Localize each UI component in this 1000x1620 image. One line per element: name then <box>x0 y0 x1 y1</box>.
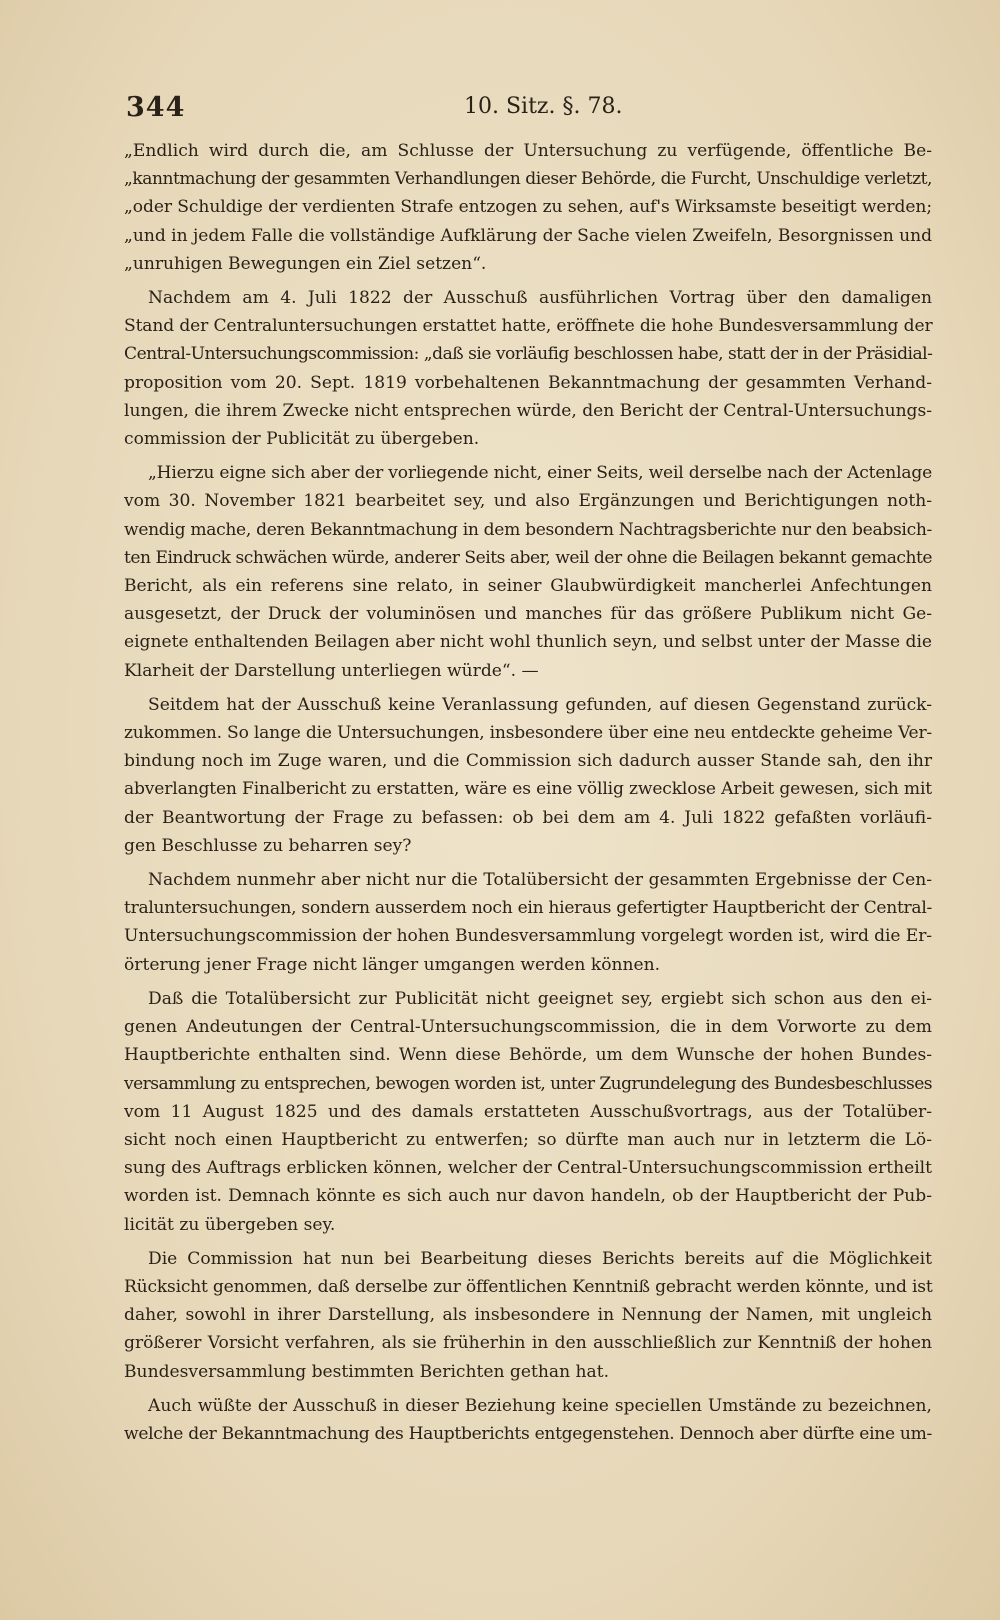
text-line: der Beantwortung der Frage zu befassen: ob bei dem am 4. Juli 1822 gefaßten vorläufi- <box>124 807 932 828</box>
text-line: vom 11 August 1825 und des damals erstatteten Ausschußvortrags, aus der Totalüber- <box>124 1101 932 1122</box>
text-line: bindung noch im Zuge waren, und die Commission sich dadurch ausser Stande sah, den ihr <box>124 751 932 772</box>
paragraph <box>124 691 932 860</box>
text-line: zukommen. So lange die Untersuchungen, insbesondere über eine neu entdeckte geheime Ver- <box>124 723 932 744</box>
text-line: Bericht, als ein referens sine relato, in seiner Glaubwürdigkeit mancherlei Anfechtungen <box>124 576 932 597</box>
text-line: daher, sowohl in ihrer Darstellung, als insbesondere in Nennung der Namen, mit ungleich <box>124 1305 932 1326</box>
text-line: commission der Publicität zu übergeben. <box>124 429 480 450</box>
running-head: 10. Sitz. §. 78. <box>464 94 623 119</box>
text-line: „kanntmachung der gesammten Verhandlungen dieser Behörde, die Furcht, Unschuldige verletzt, <box>124 169 932 190</box>
text-line: Nachdem am 4. Juli 1822 der Ausschuß ausführlichen Vortrag über den damaligen <box>148 288 932 309</box>
page-header <box>126 92 900 132</box>
text-line: licität zu übergeben sey. <box>124 1214 336 1235</box>
text-line: Auch wüßte der Ausschuß in dieser Beziehung keine speciellen Umstände zu bezeichnen, <box>148 1395 932 1416</box>
text-line: eignete enthaltenden Beilagen aber nicht wohl thunlich seyn, und selbst unter der Masse die <box>124 632 932 653</box>
text-line: Nachdem nunmehr aber nicht nur die Totalübersicht der gesammten Ergebnisse der Cen- <box>148 870 932 891</box>
text-line: Seitdem hat der Ausschuß keine Veranlassung gefunden, auf diesen Gegenstand zurück- <box>148 694 932 715</box>
text-line: Klarheit der Darstellung unterliegen würde“. — <box>124 660 539 681</box>
text-line: ten Eindruck schwächen würde, anderer Seits aber, weil der ohne die Beilagen bekannt gemachte <box>124 547 932 568</box>
text-line: Rücksicht genommen, daß derselbe zur öffentlichen Kenntniß gebracht werden könnte, und ist <box>124 1276 933 1297</box>
body-text <box>124 137 932 1454</box>
text-line: gen Beschlusse zu beharren sey? <box>124 835 412 856</box>
text-line: örterung jener Frage nicht länger umgangen werden können. <box>124 954 661 975</box>
text-line: ausgesetzt, der Druck der voluminösen und manches für das größere Publikum nicht Ge- <box>124 604 932 625</box>
text-line: „oder Schuldige der verdienten Strafe entzogen zu sehen, auf's Wirksamste beseitigt werden; <box>124 197 932 218</box>
paragraph <box>124 866 932 979</box>
paragraph <box>124 1392 932 1448</box>
text-line: abverlangten Finalbericht zu erstatten, wäre es eine völlig zwecklose Arbeit gewesen, sich mit <box>124 779 932 800</box>
text-line: proposition vom 20. Sept. 1819 vorbehaltenen Bekanntmachung der gesammten Verhand- <box>124 372 932 393</box>
text-line: traluntersuchungen, sondern ausserdem noch ein hieraus gefertigter Hauptbericht der Central- <box>124 898 932 919</box>
paragraph <box>124 137 932 278</box>
text-line: „unruhigen Bewegungen ein Ziel setzen“. <box>124 253 487 274</box>
text-line: lungen, die ihrem Zwecke nicht entsprechen würde, den Bericht der Central-Untersuchungs- <box>124 400 932 421</box>
text-line: größerer Vorsicht verfahren, als sie früherhin in den ausschließlich zur Kenntniß der hohen <box>124 1333 932 1354</box>
page-number: 344 <box>126 92 186 123</box>
text-line: Bundesversammlung bestimmten Berichten gethan hat. <box>124 1361 610 1382</box>
text-line: vom 30. November 1821 bearbeitet sey, und also Ergänzungen und Berichtigungen noth- <box>124 491 932 512</box>
text-line: „Endlich wird durch die, am Schlusse der Untersuchung zu verfügende, öffentliche Be- <box>124 141 932 161</box>
text-line: welche der Bekanntmachung des Hauptberichts entgegenstehen. Dennoch aber dürfte eine um- <box>124 1423 932 1444</box>
text-line: genen Andeutungen der Central-Untersuchungscommission, die in dem Vorworte zu dem <box>124 1017 932 1038</box>
text-line: sung des Auftrags erblicken können, welcher der Central-Untersuchungscommission ertheilt <box>124 1158 932 1179</box>
text-line: „Hierzu eigne sich aber der vorliegende nicht, einer Seits, weil derselbe nach der Actenlage <box>148 463 932 484</box>
paragraph <box>124 284 932 453</box>
text-line: Untersuchungscommission der hohen Bundesversammlung vorgelegt worden ist, wird die Er- <box>124 926 932 947</box>
paragraph <box>124 1245 932 1386</box>
text-line: „und in jedem Falle die vollständige Aufklärung der Sache vielen Zweifeln, Besorgnissen und <box>124 225 932 246</box>
paragraph <box>124 985 932 1239</box>
text-line: Hauptberichte enthalten sind. Wenn diese Behörde, um dem Wunsche der hohen Bundes- <box>124 1045 932 1066</box>
text-line: versammlung zu entsprechen, bewogen worden ist, unter Zugrundelegung des Bundesbeschlusses <box>124 1073 932 1094</box>
text-line: Central-Untersuchungscommission: „daß sie vorläufig beschlossen habe, statt der in der Präsidial- <box>124 344 933 365</box>
text-line: wendig mache, deren Bekanntmachung in dem besondern Nachtragsberichte nur den beabsich- <box>124 519 932 540</box>
paragraph <box>124 459 932 685</box>
text-line: Stand der Centraluntersuchungen erstattet hatte, eröffnete die hohe Bundesversammlung der <box>124 316 933 337</box>
text-line: Die Commission hat nun bei Bearbeitung dieses Berichts bereits auf die Möglichkeit <box>148 1248 932 1269</box>
text-line: sicht noch einen Hauptbericht zu entwerfen; so dürfte man auch nur in letzterm die Lö- <box>124 1129 932 1150</box>
text-line: worden ist. Demnach könnte es sich auch nur davon handeln, ob der Hauptbericht der Pub- <box>124 1186 932 1207</box>
text-line: Daß die Totalübersicht zur Publicität nicht geeignet sey, ergiebt sich schon aus den ei- <box>148 988 932 1009</box>
